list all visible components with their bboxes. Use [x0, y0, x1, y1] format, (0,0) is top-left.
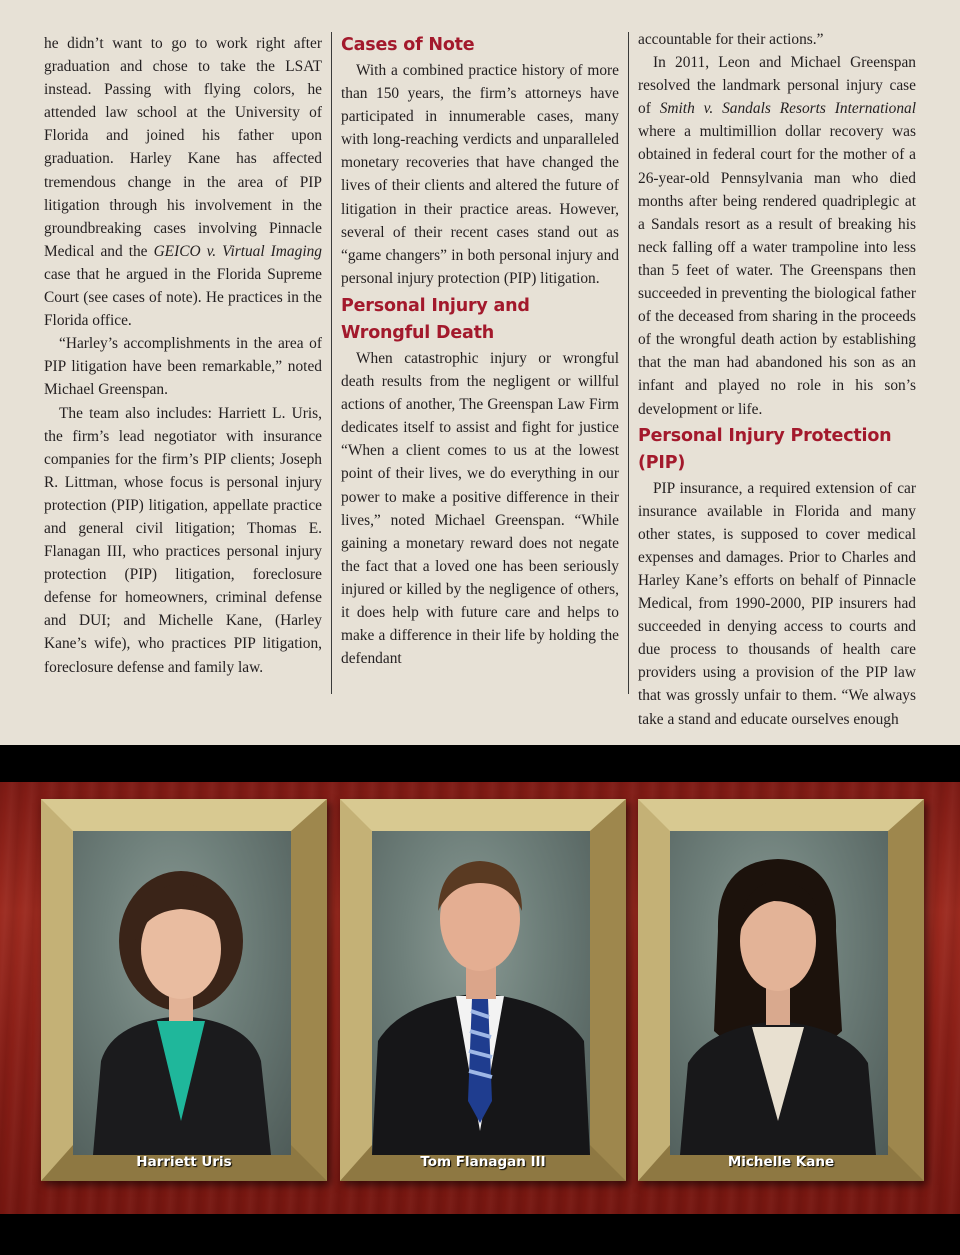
- column3-p1-head: In 2011, Leon and Michael Greenspan resolved the landmark personal injury case of: [638, 54, 916, 118]
- text-column-1: [44, 32, 322, 679]
- nameplate-michelle-kane: Michelle Kane: [727, 1154, 835, 1170]
- photo-frame-harriett-uris: [41, 799, 327, 1181]
- column3-paragraph-1: [638, 51, 916, 421]
- column1-p1-tail: case that he argued in the Florida Supreme Court (see cases of note). He practices in the Florida office.: [44, 265, 322, 330]
- photo-frame-michelle-kane: [638, 799, 924, 1181]
- column-divider-2: [628, 32, 629, 694]
- column1-paragraph-3: The team also includes: Harriett L. Uris, the firm’s lead negotiator with insurance companies for the firm’s PIP clients; Joseph R. Littman, whose focus is personal injury protection (PIP) litigation, appellate practice and general civil litigation; Thomas E. Flanagan III, who practices personal injury protection (PIP) litigation, foreclosure defense for homeowners, criminal defense and DUI; and Michelle Kane, (Harley Kane’s wife), who practices PIP litigation, foreclosure defense and family law.: [44, 404, 322, 676]
- text-column-2: [341, 32, 619, 670]
- column2-paragraph-1: With a combined practice history of more than 150 years, the firm’s attorneys have participated in innumerable cases, many with long-reaching verdicts and unparalleled monetary recoveries that have changed the lives of their clients and altered the future of litigation in their practice areas. However, several of their recent cases stand out as “game changers” in both personal injury and personal injury protection (PIP) litigation.: [341, 62, 619, 287]
- nameplate-tom-flanagan: Tom Flanagan III: [420, 1154, 546, 1170]
- column-divider-1: [331, 32, 332, 694]
- column1-paragraph-1: [44, 32, 322, 332]
- person-silhouette-1: [73, 831, 291, 1155]
- geico-case-name: GEICO v. Virtual Imaging: [153, 242, 322, 260]
- text-column-3: [638, 28, 916, 731]
- column3-p1-tail: where a multimillion dollar recovery was obtained in federal court for the mother of a 26-year-old Pennsylvania man who died months after being rendered quadriplegic at a Sandals resort as a result of breaking his neck falling off a water trampoline into less than 5 feet of water. The Greenspans then succeeded in preventing the biological father of the deceased from sharing in the proceeds of the wrongful death action by establishing that the man had abandoned his son as an infant and played no role in his son’s development or life.: [638, 123, 916, 418]
- column1-p1-text: he didn’t want to go to work right after graduation and chose to take the LSAT instead. Passing with flying colors, he attended law school at the University of Florida and joined his father upon graduation. Harley Kane has affected tremendous change in the area of PIP litigation through his involvement in the groundbreaking cases involving Pinnacle Medical and the: [44, 35, 322, 260]
- photo-band: [0, 745, 960, 1255]
- photo-frame-tom-flanagan: [340, 799, 626, 1181]
- column3-paragraph-0: accountable for their actions.”: [638, 31, 824, 48]
- column3-paragraph-2: PIP insurance, a required extension of car insurance available in Florida and many other states, is supposed to cover medical expenses and damages. Prior to Charles and Harley Kane’s efforts on behalf of Pinnacle Medical, from 1990-2000, PIP insurers had succeeded in denying access to courts and due process to thousands of health care providers using a provision of the PIP law that was grossly unfair to them. “We always take a stand and educate ourselves enough: [638, 479, 916, 728]
- nameplate-harriett-uris: Harriett Uris: [136, 1154, 232, 1170]
- portrait-michelle-kane: [670, 831, 888, 1155]
- portrait-harriett-uris: [73, 831, 291, 1155]
- heading-personal-injury-line1: Personal Injury and: [341, 295, 530, 316]
- heading-pip: Personal Injury Protection (PIP): [638, 425, 892, 473]
- person-silhouette-2: [372, 831, 590, 1155]
- column2-paragraph-2: When catastrophic injury or wrongful death results from the negligent or willful actions of another, The Greenspan Law Firm dedicates itself to assist and fight for justice “When a client comes to us at the lowest point of their lives, we do everything in our power to make a positive difference in their lives,” noted Michael Greenspan. “While gaining a monetary reward does not negate the fact that a loved one has been seriously injured or killed by the negligence of others, it does help with future care and helps to make a difference in their life by holding the defendant: [341, 349, 619, 668]
- heading-personal-injury-line2: Wrongful Death: [341, 322, 495, 343]
- heading-personal-injury: [341, 293, 619, 347]
- heading-cases-of-note: Cases of Note: [341, 35, 475, 55]
- column1-paragraph-2: “Harley’s accomplishments in the area of PIP litigation have been remarkable,” noted Michael Greenspan.: [44, 335, 322, 399]
- sandals-case-name: Smith v. Sandals Resorts International: [659, 100, 917, 118]
- person-silhouette-3: [670, 831, 888, 1155]
- portrait-tom-flanagan: [372, 831, 590, 1155]
- wood-background: [0, 782, 960, 1214]
